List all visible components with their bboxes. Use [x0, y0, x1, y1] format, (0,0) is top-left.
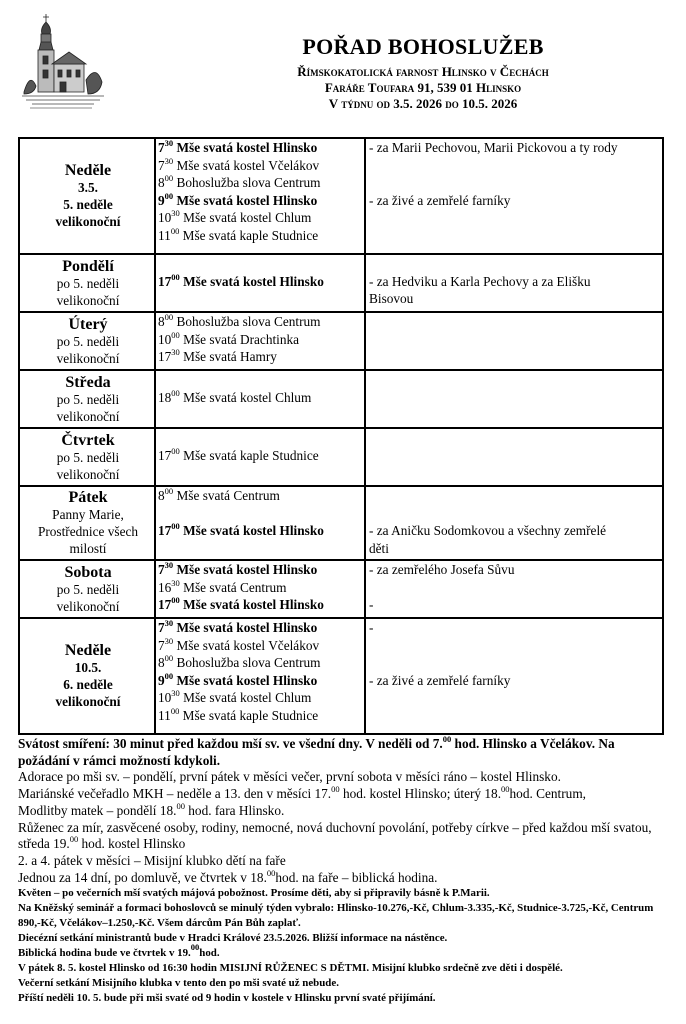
- service-hour: 7: [158, 637, 165, 653]
- service-line: [158, 707, 364, 725]
- day-row: [19, 254, 663, 312]
- day-cell: [19, 486, 155, 560]
- announcement-minute: 00: [190, 942, 200, 953]
- service-line: [158, 429, 364, 447]
- intentions-cell: [365, 254, 663, 312]
- announcement-minute: 00: [442, 734, 452, 744]
- service-hour: 9: [158, 672, 165, 688]
- intention-line: - za zemřelého Josefa Sůvu: [369, 562, 515, 577]
- service-minute: 30: [171, 688, 180, 699]
- announcement-text: hod.: [199, 947, 220, 960]
- service-minute: 00: [164, 670, 174, 681]
- announcement-line: [18, 991, 666, 1006]
- week-range: V týdnu od 3.5. 2026 do 10.5. 2026: [328, 96, 518, 111]
- service-hour: 10: [158, 331, 172, 347]
- announcement-line: [18, 853, 666, 870]
- day-cell: [19, 138, 155, 254]
- service-hour: 17: [158, 273, 172, 289]
- announcement-text: hod. kostel Hlinsko: [78, 836, 186, 852]
- announcement-line: [18, 867, 666, 887]
- intention-line: [369, 255, 662, 273]
- day-subtitle: 10.5.: [74, 660, 102, 675]
- intention-line: [369, 579, 662, 597]
- day-name: Pátek: [68, 489, 108, 506]
- service-hour: 18: [158, 389, 172, 405]
- service-line: [158, 672, 364, 690]
- announcement-text: Růženec za mír, zasvěcené osoby, rodiny, nemocné, nová duchovní povolání, potřeby církve – před každou mší svatou, středa 19.: [18, 819, 652, 852]
- service-text: Mše svatá kostel Hlinsko: [176, 672, 318, 688]
- parish-name: Římskokatolická farnost Hlinsko v Čechách: [297, 64, 549, 79]
- service-hour: 10: [158, 690, 172, 706]
- service-hour: 7: [158, 620, 165, 635]
- announcement-minute: 00: [501, 784, 510, 795]
- service-minute: 30: [171, 347, 180, 358]
- service-minute: 00: [171, 521, 180, 532]
- announcements: [18, 736, 666, 1006]
- announcement-text: Biblická hodina bude ve čtvrtek v 19.: [18, 947, 191, 960]
- day-subtitle: velikonoční: [56, 598, 120, 614]
- service-hour: 17: [158, 597, 172, 613]
- service-hour: 17: [158, 349, 172, 365]
- parish-address: Faráře Toufara 91, 539 01 Hlinsko: [324, 80, 522, 95]
- intentions-cell: [365, 560, 663, 618]
- intention-line: - za Hedviku a Karla Pechovy a za Elišku: [369, 273, 591, 289]
- announcement-minute: 00: [176, 800, 185, 811]
- service-text: Mše svatá Drachtinka: [183, 331, 300, 347]
- service-minute: 00: [171, 329, 180, 340]
- day-cell: [19, 618, 155, 734]
- service-minute: 00: [171, 445, 180, 456]
- service-line: [158, 637, 364, 655]
- schedule-table: [18, 137, 664, 735]
- service-minute: 30: [171, 208, 180, 219]
- service-text: Mše svatá kaple Studnice: [182, 227, 319, 243]
- announcement-text: Mariánské večeřadlo MKH – neděle a 13. den v měsíci 17.: [18, 786, 332, 802]
- day-name: Neděle: [64, 162, 112, 179]
- service-line: [158, 579, 364, 597]
- service-hour: 17: [158, 447, 172, 463]
- service-hour: 10: [158, 210, 172, 226]
- page-title: POŘAD BOHOSLUŽEB: [302, 34, 544, 59]
- service-hour: 7: [158, 157, 165, 173]
- services-cell: [155, 428, 365, 486]
- service-line: [158, 596, 364, 614]
- service-text: Mše svatá kostel Chlum: [183, 210, 312, 226]
- announcement-text: Příští neděli 10. 5. bude při mši svaté od 9 hodin v kostele v Hlinsku první svaté přijímání.: [18, 992, 436, 1005]
- service-text: Mše svatá kostel Hlinsko: [176, 192, 318, 208]
- service-hour: 7: [158, 562, 165, 577]
- announcement-text: 2. a 4. pátek v měsíci – Misijní klubko dětí na faře: [18, 852, 286, 868]
- day-row: [19, 486, 663, 560]
- day-row: [19, 138, 663, 254]
- day-subtitle: velikonoční: [56, 350, 120, 366]
- service-minute: 30: [164, 138, 174, 148]
- day-subtitle: po 5. neděli: [56, 275, 120, 291]
- day-row: [19, 428, 663, 486]
- intention-line: Bisovou: [369, 291, 414, 307]
- service-hour: 8: [158, 314, 165, 329]
- announcement-line: [18, 786, 666, 803]
- service-minute: 30: [164, 635, 174, 646]
- day-subtitle: 5. neděle: [63, 197, 113, 212]
- service-line: [158, 371, 364, 389]
- announcement-text: hod. na faře – biblická hodina.: [275, 869, 438, 885]
- intention-line: - za živé a zemřelé farníky: [369, 192, 511, 208]
- announcement-text: Adorace po mši sv. – pondělí, první pátek v měsíci večer, první sobota v měsíci ráno – kostel Hlinsko.: [18, 769, 561, 785]
- intention-line: - za živé a zemřelé farníky: [369, 672, 511, 688]
- day-name: Sobota: [64, 563, 112, 581]
- service-text: Mše svatá kaple Studnice: [183, 447, 319, 463]
- service-minute: 30: [171, 577, 180, 588]
- announcement-text: Jednou za 14 dní, po domluvě, ve čtvrtek v 18.: [18, 869, 267, 885]
- intention-line: [369, 505, 662, 523]
- services-cell: [155, 254, 365, 312]
- service-text: Bohoslužba slova Centrum: [176, 655, 321, 671]
- service-line: [158, 313, 364, 331]
- service-text: Mše svatá kostel Hlinsko: [176, 620, 318, 635]
- service-minute: 00: [164, 653, 174, 664]
- service-hour: 16: [158, 579, 172, 595]
- intention-line: - za Aničku Sodomkovou a všechny zemřelé: [369, 523, 607, 539]
- day-name: Neděle: [64, 642, 112, 659]
- announcement-line: [18, 800, 666, 820]
- service-text: Mše svatá kostel Hlinsko: [176, 562, 318, 577]
- day-subtitle: Panny Marie,: [52, 507, 124, 522]
- day-subtitle: velikonoční: [56, 292, 120, 308]
- intentions-cell: [365, 428, 663, 486]
- service-line: [158, 227, 364, 245]
- day-subtitle: Prostřednice všech: [37, 524, 139, 539]
- day-subtitle: po 5. neděli: [56, 333, 120, 349]
- announcement-text: V pátek 8. 5. kostel Hlinsko od 16:30 hodin MISIJNÍ RŮŽENEC S DĚTMI. Misijní klubko srdečně zve děti i dospělé.: [18, 962, 563, 975]
- day-name: Pondělí: [62, 257, 114, 275]
- day-cell: [19, 428, 155, 486]
- services-cell: [155, 138, 365, 254]
- service-line: [158, 505, 364, 523]
- service-minute: 30: [164, 155, 174, 166]
- announcement-line: [18, 942, 666, 961]
- intentions-cell: [365, 486, 663, 560]
- announcement-line: [18, 901, 666, 931]
- service-minute: 00: [171, 595, 180, 606]
- service-hour: 7: [158, 140, 165, 155]
- services-cell: [155, 486, 365, 560]
- announcement-line: [18, 886, 666, 901]
- intention-line: [369, 487, 662, 505]
- service-text: Mše svatá kostel Včelákov: [176, 637, 320, 653]
- announcement-line: [18, 736, 666, 769]
- announcement-text: hod. Hlinsko a Včelákov. Na požádání v rámci možností kdykoli.: [18, 736, 615, 768]
- service-line: [158, 389, 364, 407]
- service-text: Bohoslužba slova Centrum: [176, 314, 321, 329]
- day-row: [19, 370, 663, 428]
- service-hour: 8: [158, 175, 165, 191]
- day-row: [19, 560, 663, 618]
- service-hour: 17: [158, 523, 172, 539]
- service-hour: 8: [158, 655, 165, 671]
- service-line: [158, 209, 364, 227]
- day-cell: [19, 254, 155, 312]
- intention-line: - za Marii Pechovou, Marii Pickovou a ty rody: [369, 140, 618, 155]
- announcement-minute: 00: [266, 867, 276, 878]
- service-hour: 11: [158, 227, 171, 243]
- service-hour: 9: [158, 192, 165, 208]
- service-minute: 00: [170, 225, 180, 236]
- announcement-line: [18, 769, 666, 786]
- service-text: Mše svatá Hamry: [183, 349, 277, 365]
- intentions-cell: [365, 618, 663, 734]
- day-subtitle: velikonoční: [55, 694, 121, 709]
- intention-line: děti: [369, 540, 389, 556]
- announcement-text: Květen – po večerních mší svatých májová pobožnost. Prosíme děti, aby si připravily básně k P.Marii.: [18, 887, 490, 900]
- service-minute: 00: [171, 387, 180, 398]
- service-text: Mše svatá kostel Včelákov: [176, 157, 320, 173]
- services-cell: [155, 312, 365, 370]
- service-line: [158, 157, 364, 175]
- day-subtitle: velikonoční: [56, 466, 120, 482]
- service-line: [158, 139, 364, 157]
- intention-line: -: [369, 597, 374, 613]
- service-hour: 8: [158, 488, 165, 503]
- intention-line: [369, 654, 662, 672]
- day-row: [19, 618, 663, 734]
- service-line: [158, 192, 364, 210]
- intentions-cell: [365, 370, 663, 428]
- service-line: [158, 255, 364, 273]
- service-minute: 30: [164, 618, 174, 628]
- announcement-text: Svátost smíření: 30 minut před každou mší sv. ve všední dny. V neděli od 7.: [18, 736, 443, 751]
- service-text: Mše svatá kostel Hlinsko: [183, 273, 324, 289]
- announcement-text: Večerní setkání Misijního klubka v tento den po mši svaté už nebude.: [18, 977, 339, 990]
- announcement-text: Na Kněžský seminář a formaci bohoslovců se minulý týden vybralo: Hlinsko-10.276,-Kč, Chlum-3.335,-Kč, Studnice-3.725,-Kč, Centrum 890,-Kč, Včelákov–1.250,-Kč. Všem dárcům Pán Bůh zaplať.: [18, 902, 654, 930]
- service-line: [158, 273, 364, 291]
- service-minute: 00: [171, 271, 180, 282]
- day-subtitle: po 5. neděli: [56, 581, 120, 597]
- services-cell: [155, 560, 365, 618]
- intention-line: [369, 174, 662, 192]
- announcement-text: Diecézní setkání ministrantů bude v Hradci Králové 23.5.2026. Bližší informace na nástěnce.: [18, 932, 448, 945]
- service-line: [158, 522, 364, 540]
- announcement-text: hod. kostel Hlinsko; úterý 18.: [339, 786, 502, 802]
- announcement-text: Modlitby matek – pondělí 18.: [18, 802, 177, 818]
- announcement-text: hod. Centrum,: [509, 786, 586, 802]
- day-subtitle: po 5. neděli: [56, 391, 120, 407]
- announcement-minute: 00: [331, 784, 340, 795]
- announcement-line: [18, 931, 666, 946]
- service-line: [158, 561, 364, 579]
- service-text: Mše svatá kostel Hlinsko: [183, 597, 324, 613]
- service-line: [158, 619, 364, 637]
- announcement-line: [18, 820, 666, 853]
- service-line: [158, 331, 364, 349]
- announcement-minute: 00: [69, 834, 79, 845]
- intention-line: [369, 637, 662, 655]
- service-minute: 00: [170, 705, 180, 716]
- service-text: Mše svatá kostel Hlinsko: [176, 140, 318, 155]
- service-line: [158, 689, 364, 707]
- services-cell: [155, 370, 365, 428]
- service-minute: 00: [164, 486, 174, 496]
- day-subtitle: 6. neděle: [63, 677, 113, 692]
- day-name: Čtvrtek: [61, 431, 115, 449]
- service-minute: 00: [164, 173, 174, 184]
- announcement-text: hod. fara Hlinsko.: [184, 802, 285, 818]
- service-line: [158, 348, 364, 366]
- service-line: [158, 174, 364, 192]
- day-name: Úterý: [68, 315, 108, 333]
- intention-line: [369, 157, 662, 175]
- announcement-line: [18, 976, 666, 991]
- service-minute: 00: [164, 190, 174, 201]
- day-row: [19, 312, 663, 370]
- day-cell: [19, 312, 155, 370]
- service-hour: 11: [158, 707, 171, 723]
- service-text: Mše svatá kaple Studnice: [182, 707, 319, 723]
- intentions-cell: [365, 312, 663, 370]
- service-text: Mše svatá kostel Chlum: [183, 389, 312, 405]
- service-text: Mše svatá kostel Hlinsko: [183, 523, 324, 539]
- service-line: [158, 447, 364, 465]
- day-subtitle: po 5. neděli: [56, 449, 120, 465]
- intention-line: -: [369, 620, 374, 635]
- day-cell: [19, 560, 155, 618]
- intentions-cell: [365, 138, 663, 254]
- service-line: [158, 654, 364, 672]
- service-minute: 00: [164, 312, 174, 322]
- services-cell: [155, 618, 365, 734]
- day-cell: [19, 370, 155, 428]
- day-subtitle: velikonoční: [56, 408, 120, 424]
- announcement-line: [18, 961, 666, 976]
- service-text: Mše svatá Centrum: [176, 488, 280, 503]
- service-minute: 30: [164, 560, 174, 570]
- service-text: Mše svatá Centrum: [183, 579, 287, 595]
- service-line: [158, 487, 364, 505]
- day-subtitle: velikonoční: [55, 214, 121, 229]
- service-text: Bohoslužba slova Centrum: [176, 175, 321, 191]
- day-name: Středa: [65, 373, 111, 391]
- day-subtitle: milostí: [69, 541, 107, 556]
- service-text: Mše svatá kostel Chlum: [183, 690, 312, 706]
- day-subtitle: 3.5.: [78, 180, 98, 195]
